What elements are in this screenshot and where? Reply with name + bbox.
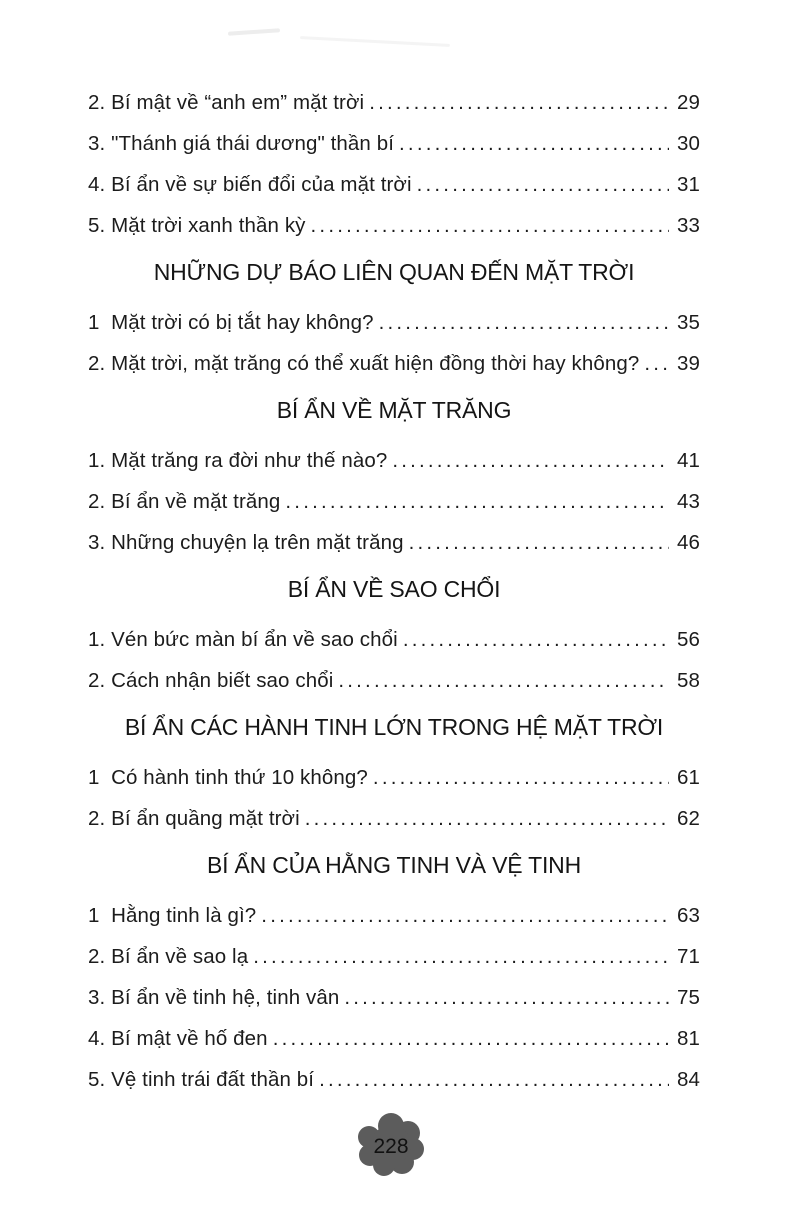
dot-leader xyxy=(399,123,669,164)
toc-entry xyxy=(88,164,700,205)
toc-entry xyxy=(88,895,700,936)
toc-entry xyxy=(88,619,700,660)
toc-entry-page: 63 xyxy=(676,904,700,927)
toc-entry-label: 3. "Thánh giá thái dương" thần bí xyxy=(88,132,395,155)
toc-entry-label: 2. Mặt trời, mặt trăng có thể xuất hiện đồng thời hay không? xyxy=(88,352,640,375)
dot-leader xyxy=(261,895,669,936)
toc-entry-label: 3. Những chuyện lạ trên mặt trăng xyxy=(88,531,404,554)
toc-entry-page: 61 xyxy=(676,766,700,789)
toc-entry-label: 2. Bí mật về “anh em” mặt trời xyxy=(88,91,365,114)
toc-entry xyxy=(88,522,700,563)
toc-entry-page: 62 xyxy=(676,807,700,830)
toc-entry xyxy=(88,302,700,343)
toc-entry-page: 31 xyxy=(676,173,700,196)
toc-entry xyxy=(88,481,700,522)
toc-entry-label: 3. Bí ẩn về tinh hệ, tinh vân xyxy=(88,986,340,1009)
toc-entry xyxy=(88,798,700,839)
toc-entry xyxy=(88,205,700,246)
toc-entry xyxy=(88,123,700,164)
toc-entry xyxy=(88,440,700,481)
toc-entry-page: 58 xyxy=(676,669,700,692)
toc-entry xyxy=(88,977,700,1018)
dot-leader xyxy=(305,798,669,839)
toc-entry xyxy=(88,936,700,977)
scan-smudge xyxy=(300,36,450,47)
dot-leader xyxy=(344,977,669,1018)
toc-entry-label: 1 Có hành tinh thứ 10 không? xyxy=(88,766,368,789)
section-heading: BÍ ẨN CÁC HÀNH TINH LỚN TRONG HỆ MẶT TRỜI xyxy=(124,713,664,740)
toc-entry-page: 33 xyxy=(676,214,700,237)
toc-entry-label: 5. Vệ tinh trái đất thần bí xyxy=(88,1068,315,1091)
toc-entry-page: 39 xyxy=(676,352,700,375)
toc-entry-page: 35 xyxy=(676,311,700,334)
dot-leader xyxy=(319,1059,669,1100)
toc-entry-label: 2. Cách nhận biết sao chổi xyxy=(88,669,334,692)
toc-entry-page: 84 xyxy=(676,1068,700,1091)
dot-leader xyxy=(379,302,669,343)
cloud-stamp-icon xyxy=(353,1112,429,1178)
toc-entry xyxy=(88,757,700,798)
toc-entry-page: 41 xyxy=(676,449,700,472)
toc-entry-label: 1. Vén bức màn bí ẩn về sao chổi xyxy=(88,628,398,651)
scan-smudge xyxy=(228,28,280,36)
page-number-badge xyxy=(353,1112,429,1178)
dot-leader xyxy=(644,343,669,384)
toc-entry-label: 2. Bí ẩn về sao lạ xyxy=(88,945,249,968)
toc-entry-label: 2. Bí ẩn về mặt trăng xyxy=(88,490,281,513)
dot-leader xyxy=(373,757,669,798)
section-heading: NHỮNG DỰ BÁO LIÊN QUAN ĐẾN MẶT TRỜI xyxy=(153,258,635,285)
dot-leader xyxy=(253,936,669,977)
toc-entry-label: 1 Hằng tinh là gì? xyxy=(88,904,257,927)
footer-page-number: 228 xyxy=(373,1135,409,1158)
toc-entry-label: 5. Mặt trời xanh thần kỳ xyxy=(88,214,306,237)
dot-leader xyxy=(311,205,669,246)
table-of-contents xyxy=(88,82,700,1100)
toc-entry-page: 30 xyxy=(676,132,700,155)
toc-entry xyxy=(88,1018,700,1059)
toc-entry-page: 71 xyxy=(676,945,700,968)
section-heading: BÍ ẨN VỀ SAO CHỔI xyxy=(287,575,501,602)
dot-leader xyxy=(285,481,669,522)
dot-leader xyxy=(273,1018,669,1059)
toc-entry-label: 1. Mặt trăng ra đời như thế nào? xyxy=(88,449,388,472)
dot-leader xyxy=(369,82,669,123)
toc-entry xyxy=(88,82,700,123)
dot-leader xyxy=(338,660,669,701)
section-heading: BÍ ẨN CỦA HẰNG TINH VÀ VỆ TINH xyxy=(206,851,581,878)
toc-entry-page: 46 xyxy=(676,531,700,554)
toc-entry xyxy=(88,660,700,701)
toc-entry-page: 81 xyxy=(676,1027,700,1050)
toc-entry-page: 43 xyxy=(676,490,700,513)
toc-entry xyxy=(88,343,700,384)
dot-leader xyxy=(417,164,669,205)
toc-entry-page: 29 xyxy=(676,91,700,114)
dot-leader xyxy=(409,522,669,563)
dot-leader xyxy=(392,440,669,481)
section-heading: BÍ ẨN VỀ MẶT TRĂNG xyxy=(276,396,512,423)
toc-entry-label: 4. Bí mật về hố đen xyxy=(88,1027,268,1050)
toc-entry-label: 4. Bí ẩn về sự biến đổi của mặt trời xyxy=(88,173,412,196)
toc-entry-page: 75 xyxy=(676,986,700,1009)
toc-entry-page: 56 xyxy=(676,628,700,651)
toc-entry-label: 1 Mặt trời có bị tắt hay không? xyxy=(88,311,374,334)
dot-leader xyxy=(403,619,669,660)
toc-entry-label: 2. Bí ẩn quầng mặt trời xyxy=(88,807,300,830)
toc-entry xyxy=(88,1059,700,1100)
